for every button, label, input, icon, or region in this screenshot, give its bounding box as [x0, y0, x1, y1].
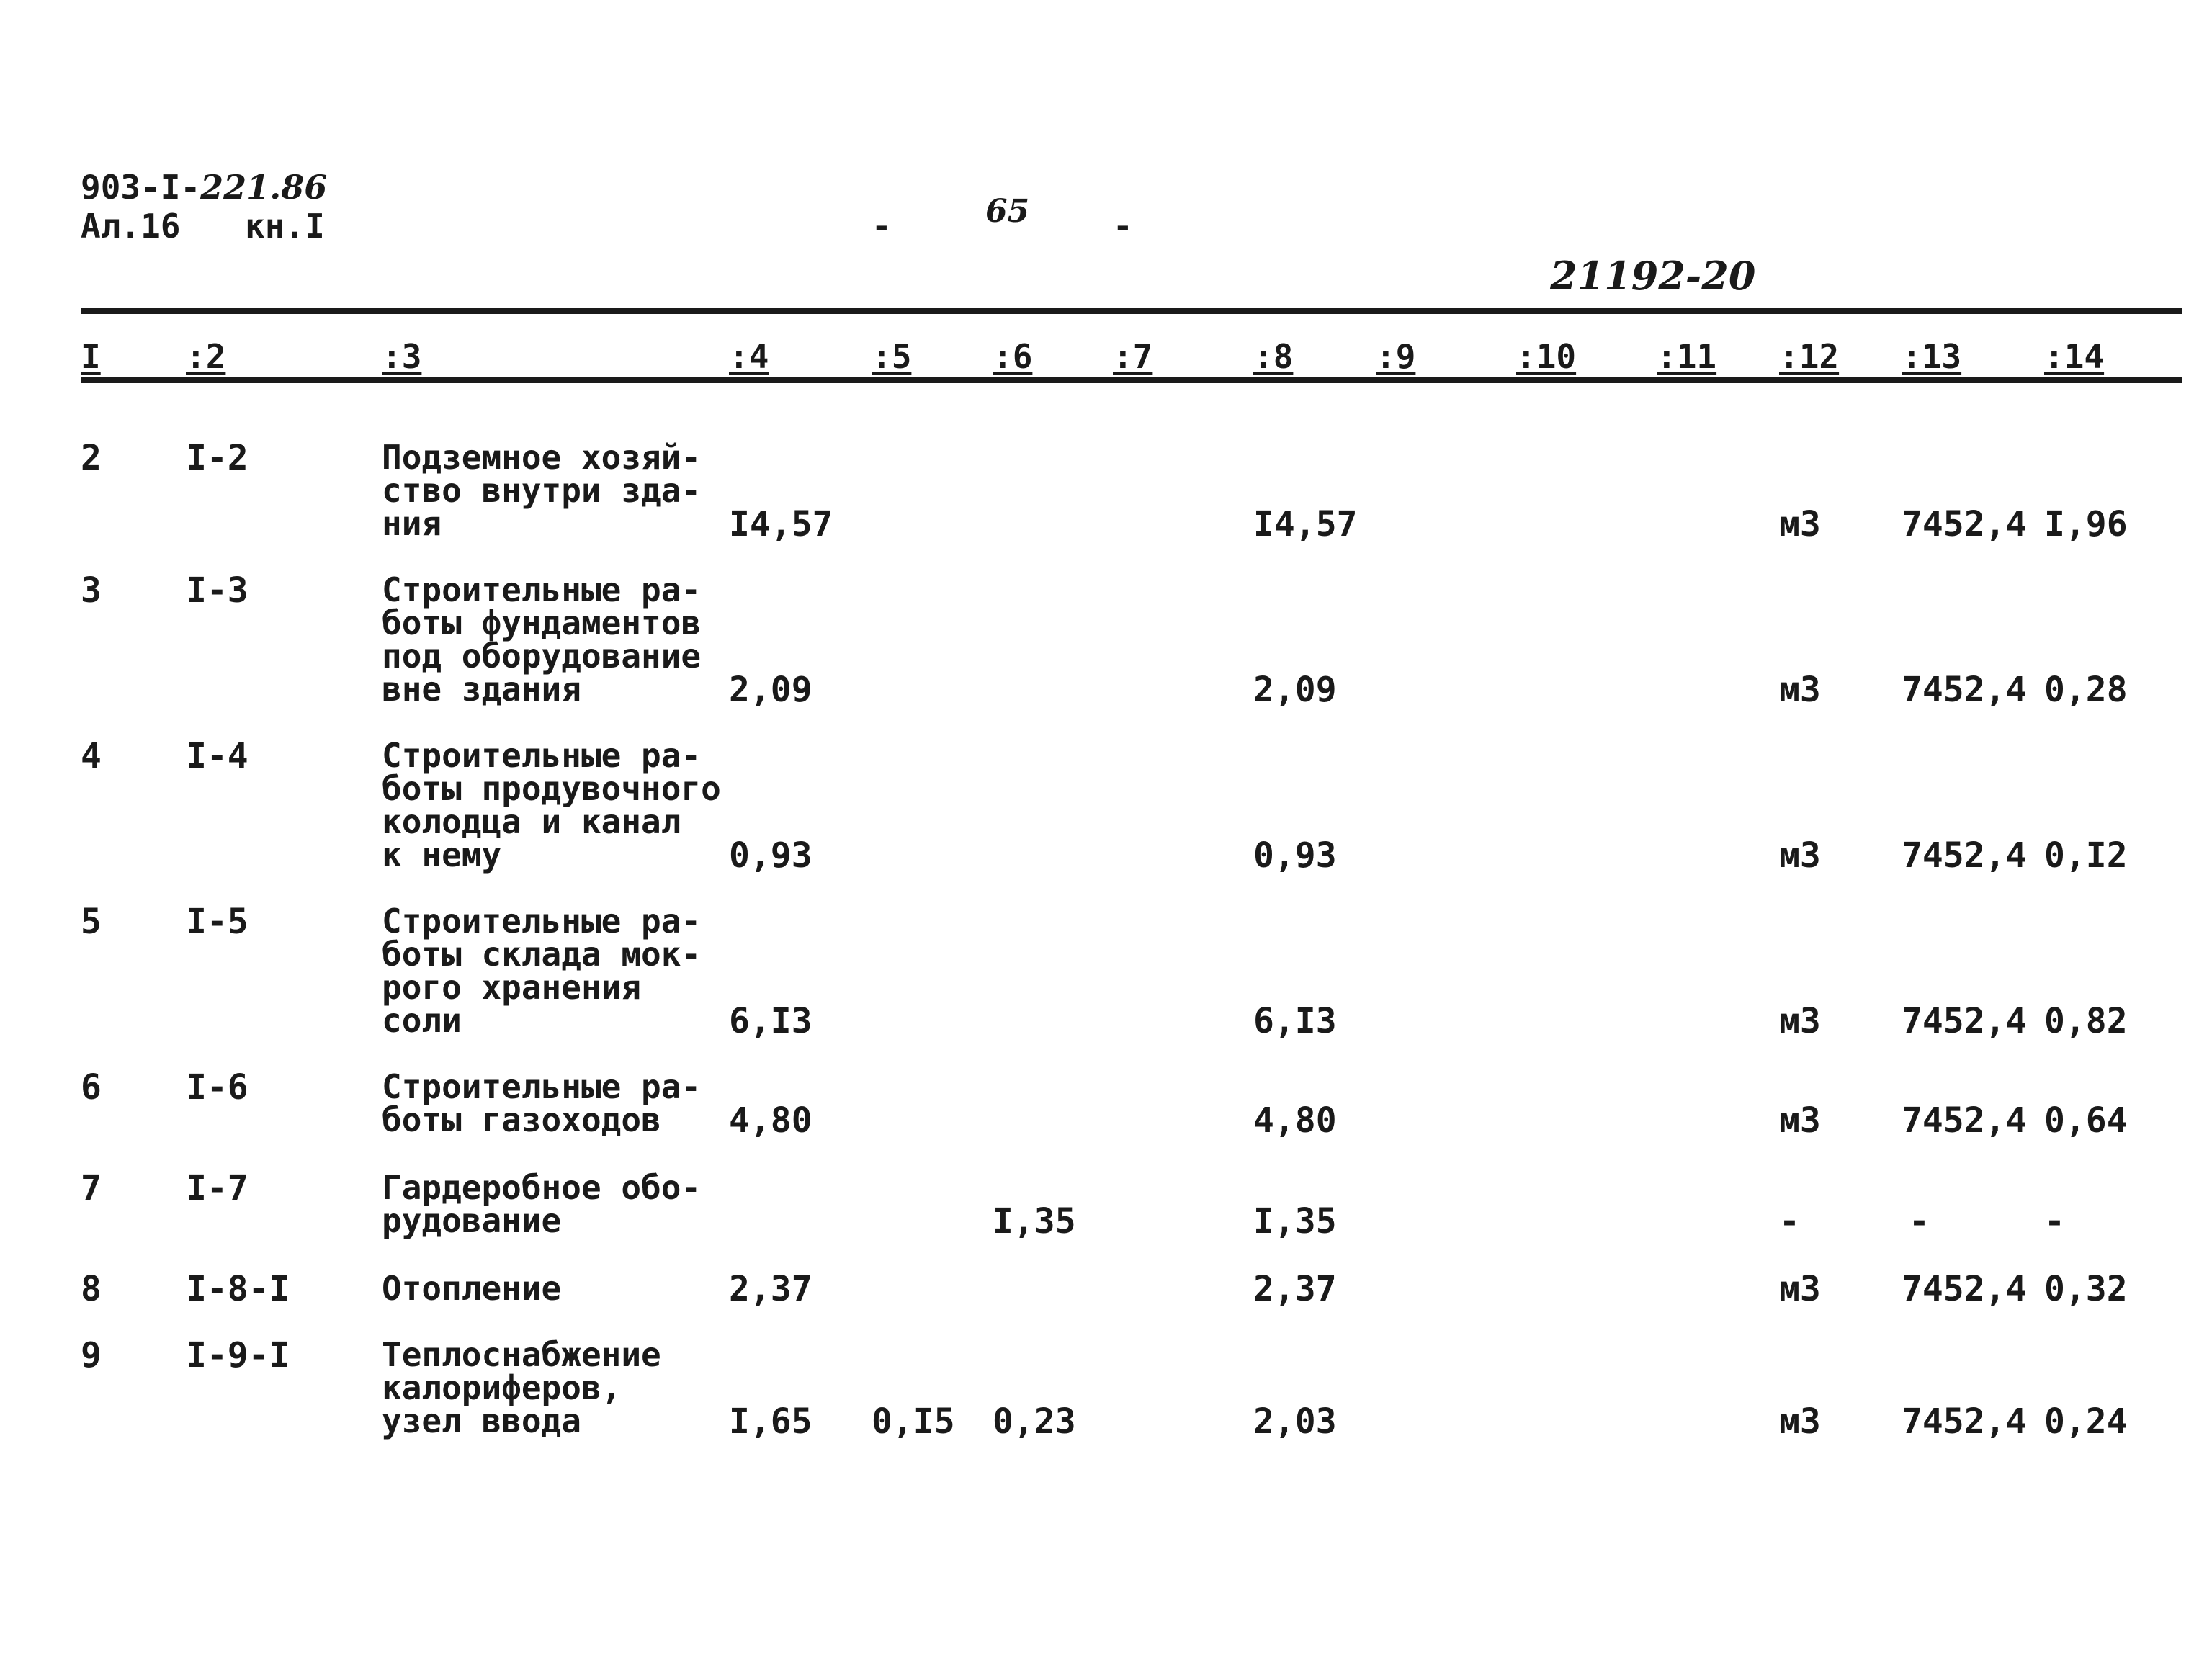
column-header-4: :4: [729, 337, 769, 376]
value-col14: 0,64: [2044, 1100, 2128, 1141]
item-code: I-5: [186, 902, 248, 942]
column-header-12: :12: [1779, 337, 1840, 376]
item-description: Теплоснабжение калориферов, узел ввода: [382, 1335, 661, 1440]
document-code-handwritten: 221.86: [200, 168, 328, 207]
value-col8: 2,03: [1253, 1401, 1337, 1442]
item-code: I-6: [186, 1067, 248, 1108]
row-number: 9: [81, 1335, 102, 1375]
stamp-number: 21192-20: [1550, 253, 1756, 299]
value-col13: 7452,4: [1902, 1100, 2027, 1141]
unit: м3: [1779, 1401, 1821, 1442]
page-number: 65: [985, 193, 1030, 230]
page-dash-left: -: [872, 207, 892, 246]
value-col4: I,65: [729, 1401, 812, 1442]
unit: м3: [1779, 1100, 1821, 1141]
value-col14: -: [2044, 1201, 2065, 1242]
row-number: 8: [81, 1269, 102, 1309]
column-header-3: :3: [382, 337, 422, 376]
unit: м3: [1779, 670, 1821, 710]
value-col8: 0,93: [1253, 835, 1337, 876]
column-header-5: :5: [872, 337, 912, 376]
unit: м3: [1779, 504, 1821, 544]
column-header-9: :9: [1376, 337, 1416, 376]
item-code: I-2: [186, 438, 248, 478]
value-col4: 0,93: [729, 835, 812, 876]
top-rule: [81, 308, 2182, 314]
row-number: 4: [81, 736, 102, 776]
value-col8: 2,37: [1253, 1269, 1337, 1309]
row-number: 5: [81, 902, 102, 942]
value-col8: I,35: [1253, 1201, 1337, 1242]
value-col8: 2,09: [1253, 670, 1337, 710]
value-col13: 7452,4: [1902, 1269, 2027, 1309]
item-description: Строительные ра- боты газоходов: [382, 1067, 702, 1139]
unit: м3: [1779, 835, 1821, 876]
album-label: Ал.16: [81, 207, 181, 246]
column-header-8: :8: [1253, 337, 1294, 376]
item-code: I-9-I: [186, 1335, 290, 1375]
value-col5: 0,I5: [872, 1401, 955, 1442]
item-code: I-4: [186, 736, 248, 776]
value-col4: I4,57: [729, 504, 833, 544]
value-col4: 2,37: [729, 1269, 812, 1309]
item-description: Отопление: [382, 1269, 562, 1308]
value-col13: 7452,4: [1902, 1401, 2027, 1442]
value-col8: 6,I3: [1253, 1001, 1337, 1041]
value-col13: -: [1909, 1201, 1930, 1242]
column-header-2: :2: [186, 337, 226, 376]
unit: -: [1779, 1201, 1800, 1242]
row-number: 7: [81, 1168, 102, 1208]
header-bottom-rule: [81, 377, 2182, 383]
value-col6: I,35: [993, 1201, 1076, 1242]
unit: м3: [1779, 1001, 1821, 1041]
page-dash-right: -: [1113, 207, 1133, 246]
value-col4: 6,I3: [729, 1001, 812, 1041]
value-col13: 7452,4: [1902, 504, 2027, 544]
value-col6: 0,23: [993, 1401, 1076, 1442]
book-label: кн.I: [245, 207, 325, 246]
value-col14: 0,82: [2044, 1001, 2128, 1041]
item-description: Гардеробное обо- рудование: [382, 1168, 702, 1240]
column-header-14: :14: [2044, 337, 2105, 376]
unit: м3: [1779, 1269, 1821, 1309]
value-col14: 0,32: [2044, 1269, 2128, 1309]
column-header-6: :6: [993, 337, 1033, 376]
value-col8: I4,57: [1253, 504, 1358, 544]
value-col14: 0,24: [2044, 1401, 2128, 1442]
document-code-printed: 903-I-: [81, 168, 201, 207]
item-description: Строительные ра- боты фундаментов под оборудование вне здания: [382, 570, 702, 709]
row-number: 2: [81, 438, 102, 478]
value-col4: 4,80: [729, 1100, 812, 1141]
value-col8: 4,80: [1253, 1100, 1337, 1141]
value-col13: 7452,4: [1902, 1001, 2027, 1041]
document-code: [81, 170, 327, 205]
column-header-10: :10: [1516, 337, 1577, 376]
value-col14: I,96: [2044, 504, 2128, 544]
value-col4: 2,09: [729, 670, 812, 710]
value-col14: 0,28: [2044, 670, 2128, 710]
item-code: I-7: [186, 1168, 248, 1208]
value-col13: 7452,4: [1902, 670, 2027, 710]
item-description: Строительные ра- боты продувочного колодца и канал к нему: [382, 736, 721, 874]
column-header-7: :7: [1113, 337, 1153, 376]
column-header-11: :11: [1657, 337, 1717, 376]
item-code: I-8-I: [186, 1269, 290, 1309]
value-col14: 0,I2: [2044, 835, 2128, 876]
row-number: 6: [81, 1067, 102, 1108]
column-header-1: I: [81, 337, 101, 376]
row-number: 3: [81, 570, 102, 611]
item-description: Строительные ра- боты склада мок- рого хранения соли: [382, 902, 702, 1040]
column-header-13: :13: [1902, 337, 1962, 376]
value-col13: 7452,4: [1902, 835, 2027, 876]
item-code: I-3: [186, 570, 248, 611]
item-description: Подземное хозяй- ство внутри зда- ния: [382, 438, 702, 543]
